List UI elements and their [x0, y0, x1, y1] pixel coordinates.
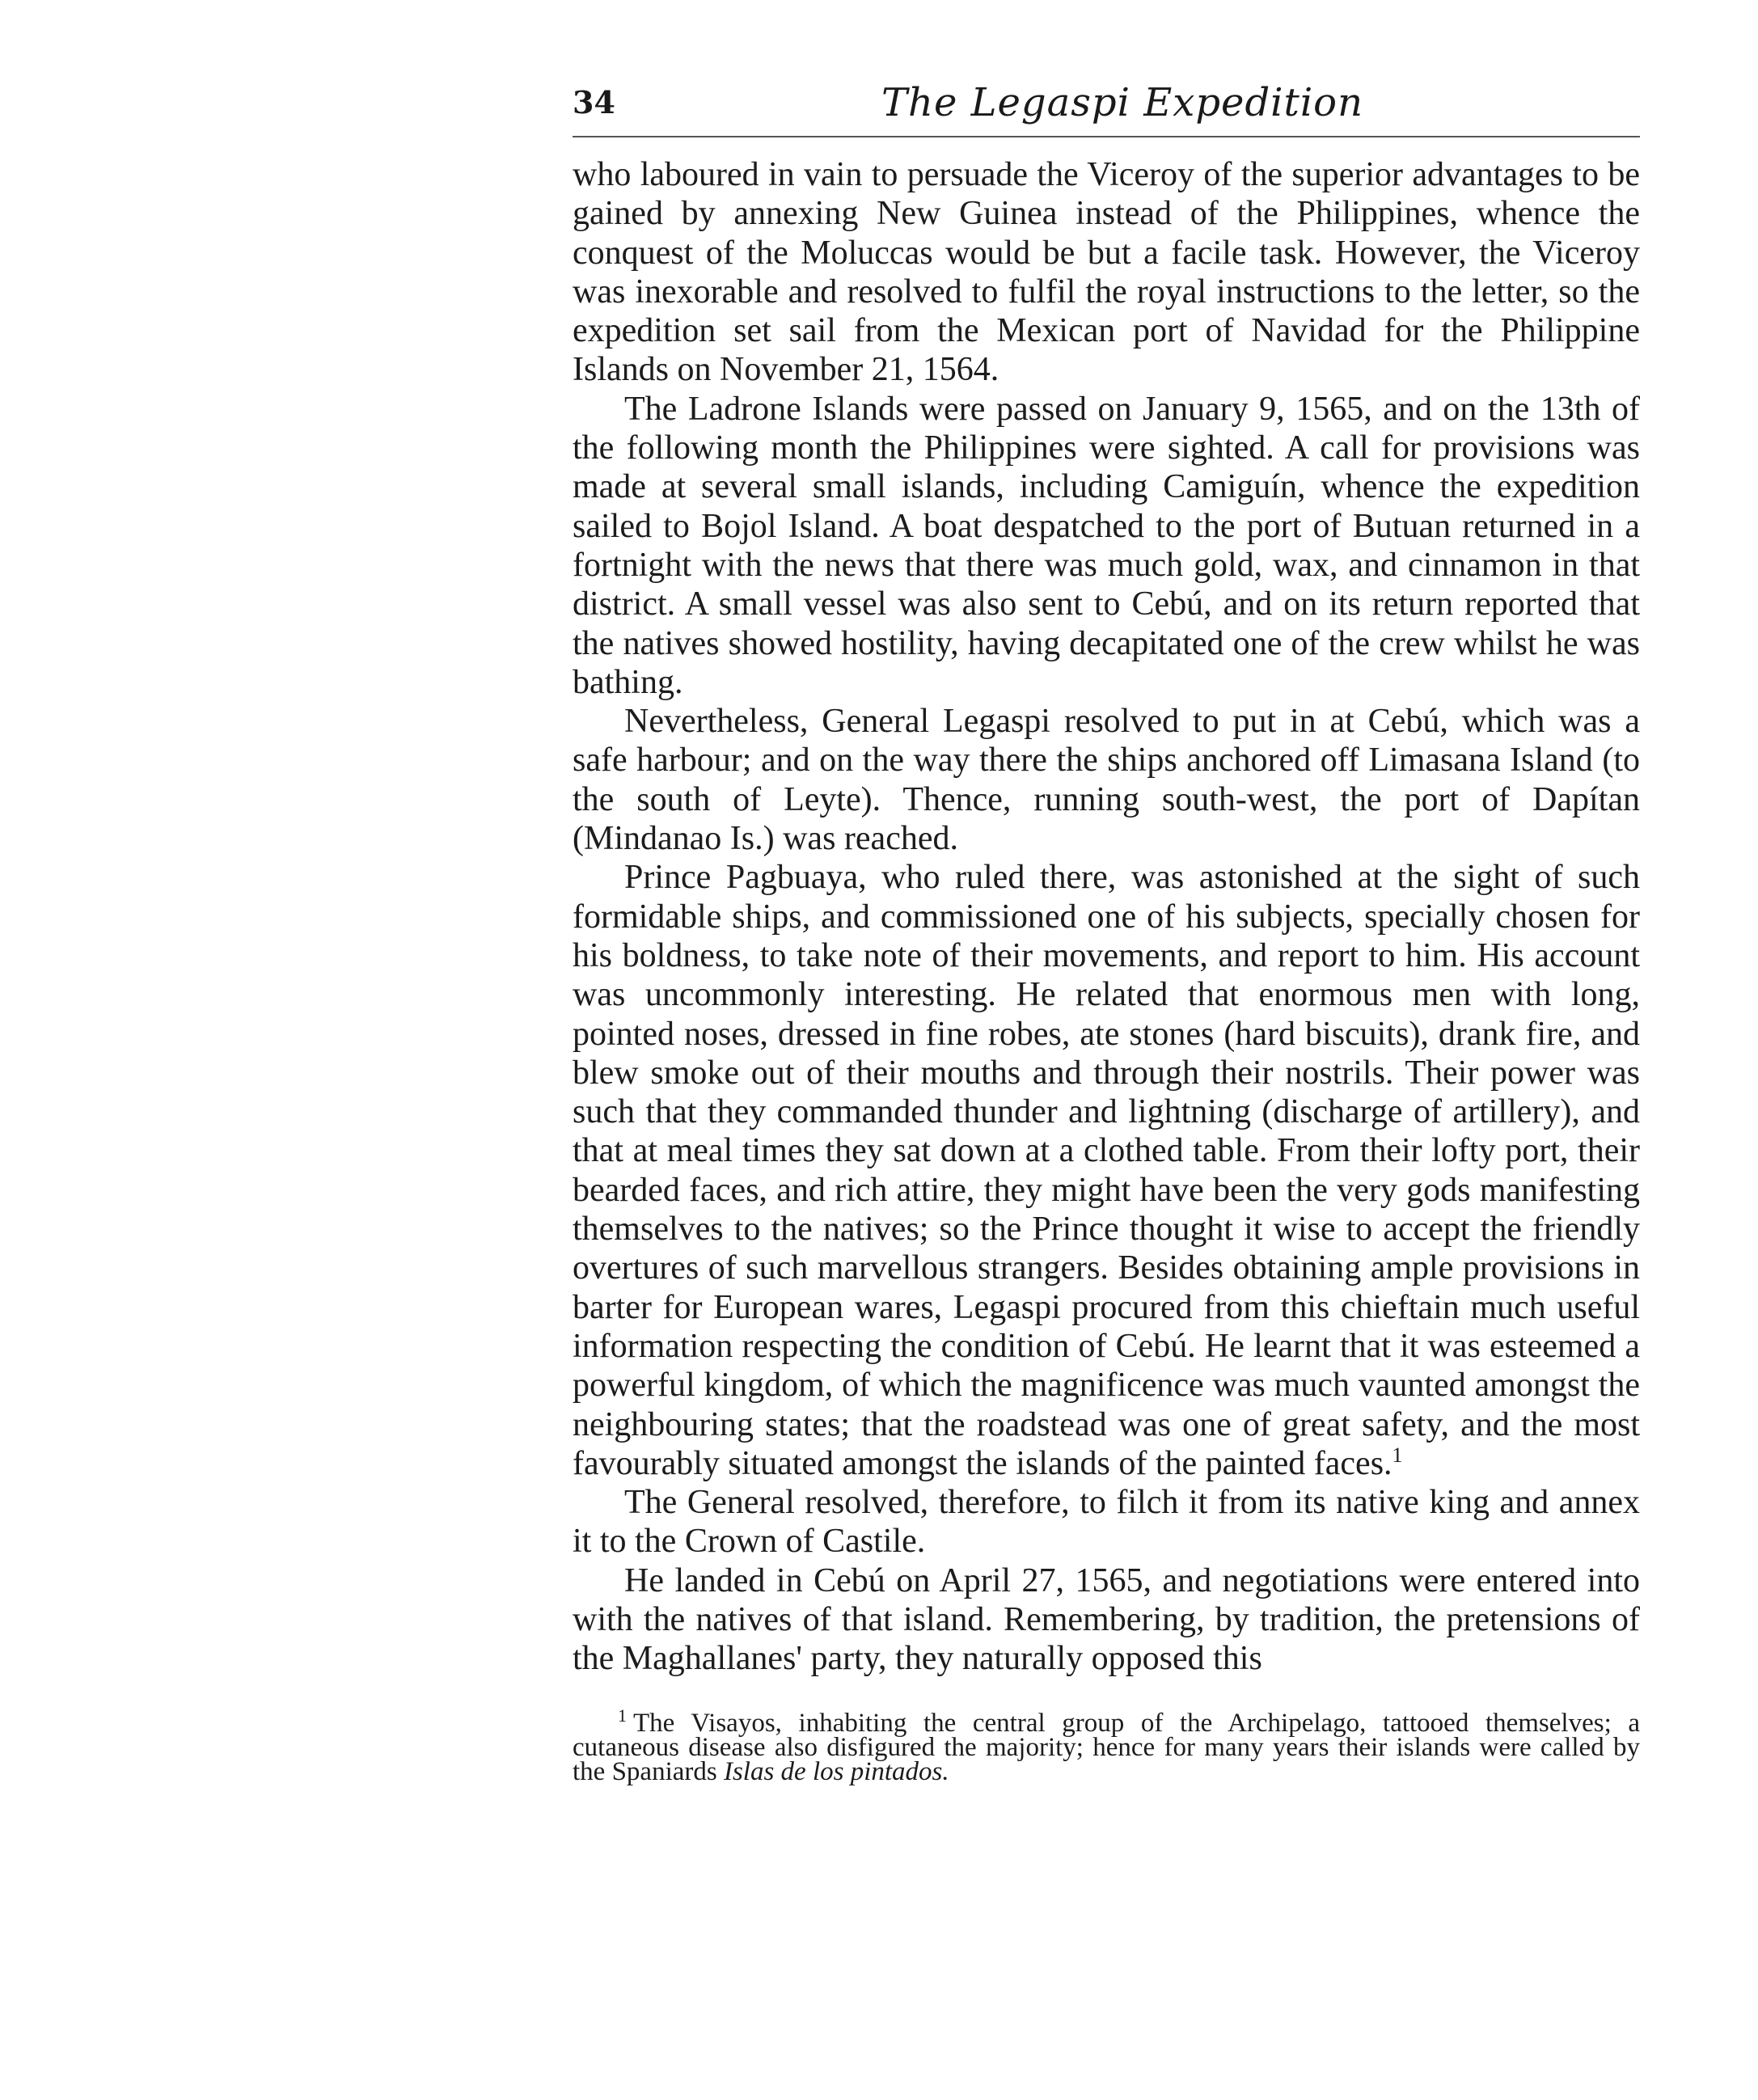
- header-rule: [573, 136, 1640, 137]
- footnote-mark: 1: [618, 1705, 627, 1726]
- running-head: [573, 74, 1640, 131]
- paragraph-prince-pagbuaya: [573, 858, 1640, 1483]
- page-number: 34: [573, 84, 615, 120]
- footnote-reference[interactable]: 1: [1392, 1443, 1403, 1467]
- footnotes: [573, 1705, 1640, 1786]
- paragraph-ladrone-islands: The Ladrone Islands were passed on January 9, 1565, and on the 13th of the following month the Philippines were sighted. A call for provisions was made at several small islands, including Camiguín, whence the expedition sailed to Bojol Island. A boat despatched to the port of Butuan returned in a fortnight with the news that there was much gold, wax, and cinnamon in that district. A small vessel was also sent to Cebú, and on its return reported that the natives showed hostility, having decapitated one of the crew whilst he was bathing.: [573, 390, 1640, 701]
- body-text: [573, 155, 1640, 1679]
- paragraph-prince-pagbuaya-text: Prince Pagbuaya, who ruled there, was astonished at the sight of such formidable ships, and commissioned one of his subjects, specially chosen for his boldness, to take note of their movements, and report to him. His account was uncommonly interesting. He related that enormous men with long, pointed noses, dressed in fine robes, ate stones (hard biscuits), drank fire, and blew smoke out of their mouths and through their nostrils. Their power was such that they commanded thunder and lightning (discharge of artillery), and that at meal times they sat down at a clothed table. From their lofty port, their bearded faces, and rich attire, they might have been the very gods manifesting themselves to the natives; so the Prince thought it wise to accept the friendly overtures of such marvellous strangers. Besides obtaining ample provisions in barter for European wares, Legaspi procured from this chieftain much useful information respecting the condition of Cebú. He learnt that it was esteemed a powerful kingdom, of which the magnificence was much vaunted amongst the neighbouring states; that the roadstead was one of great safety, and the most favourably situated amongst the islands of the painted faces.: [573, 859, 1640, 1482]
- footnote-italic-term: Islas de los pintados.: [723, 1757, 949, 1786]
- paragraph-landed-in-cebu: He landed in Cebú on April 27, 1565, and negotiations were entered into with the natives of that island. Remembering, by tradition, the pretensions of the Maghallanes' party, they naturally opposed this: [573, 1561, 1640, 1678]
- paragraph-continued: who laboured in vain to persuade the Viceroy of the superior advantages to be gained by annexing New Guinea instead of the Philippines, whence the conquest of the Moluccas would be but a facile task. However, the Viceroy was inexorable and resolved to fulfil the royal instructions to the letter, so the expedition set sail from the Mexican port of Navidad for the Philippine Islands on November 21, 1564.: [573, 156, 1640, 389]
- footnote-1: [573, 1705, 1640, 1786]
- running-title: The Legaspi Expedition: [881, 80, 1363, 125]
- paragraph-general-resolved: The General resolved, therefore, to filch it from its native king and annex it to the Crown of Castile.: [573, 1484, 1640, 1561]
- footnote-text: The Visayos, inhabiting the central group of the Archipelago, tattooed themselves; a cutaneous disease also disfigured the majority; hence for many years their islands were called by the Spaniards: [573, 1709, 1640, 1786]
- paragraph-nevertheless: Nevertheless, General Legaspi resolved to put in at Cebú, which was a safe harbour; and on the way there the ships anchored off Limasana Island (to the south of Leyte). Thence, running south-west, the port of Dapítan (Mindanao Is.) was reached.: [573, 703, 1640, 858]
